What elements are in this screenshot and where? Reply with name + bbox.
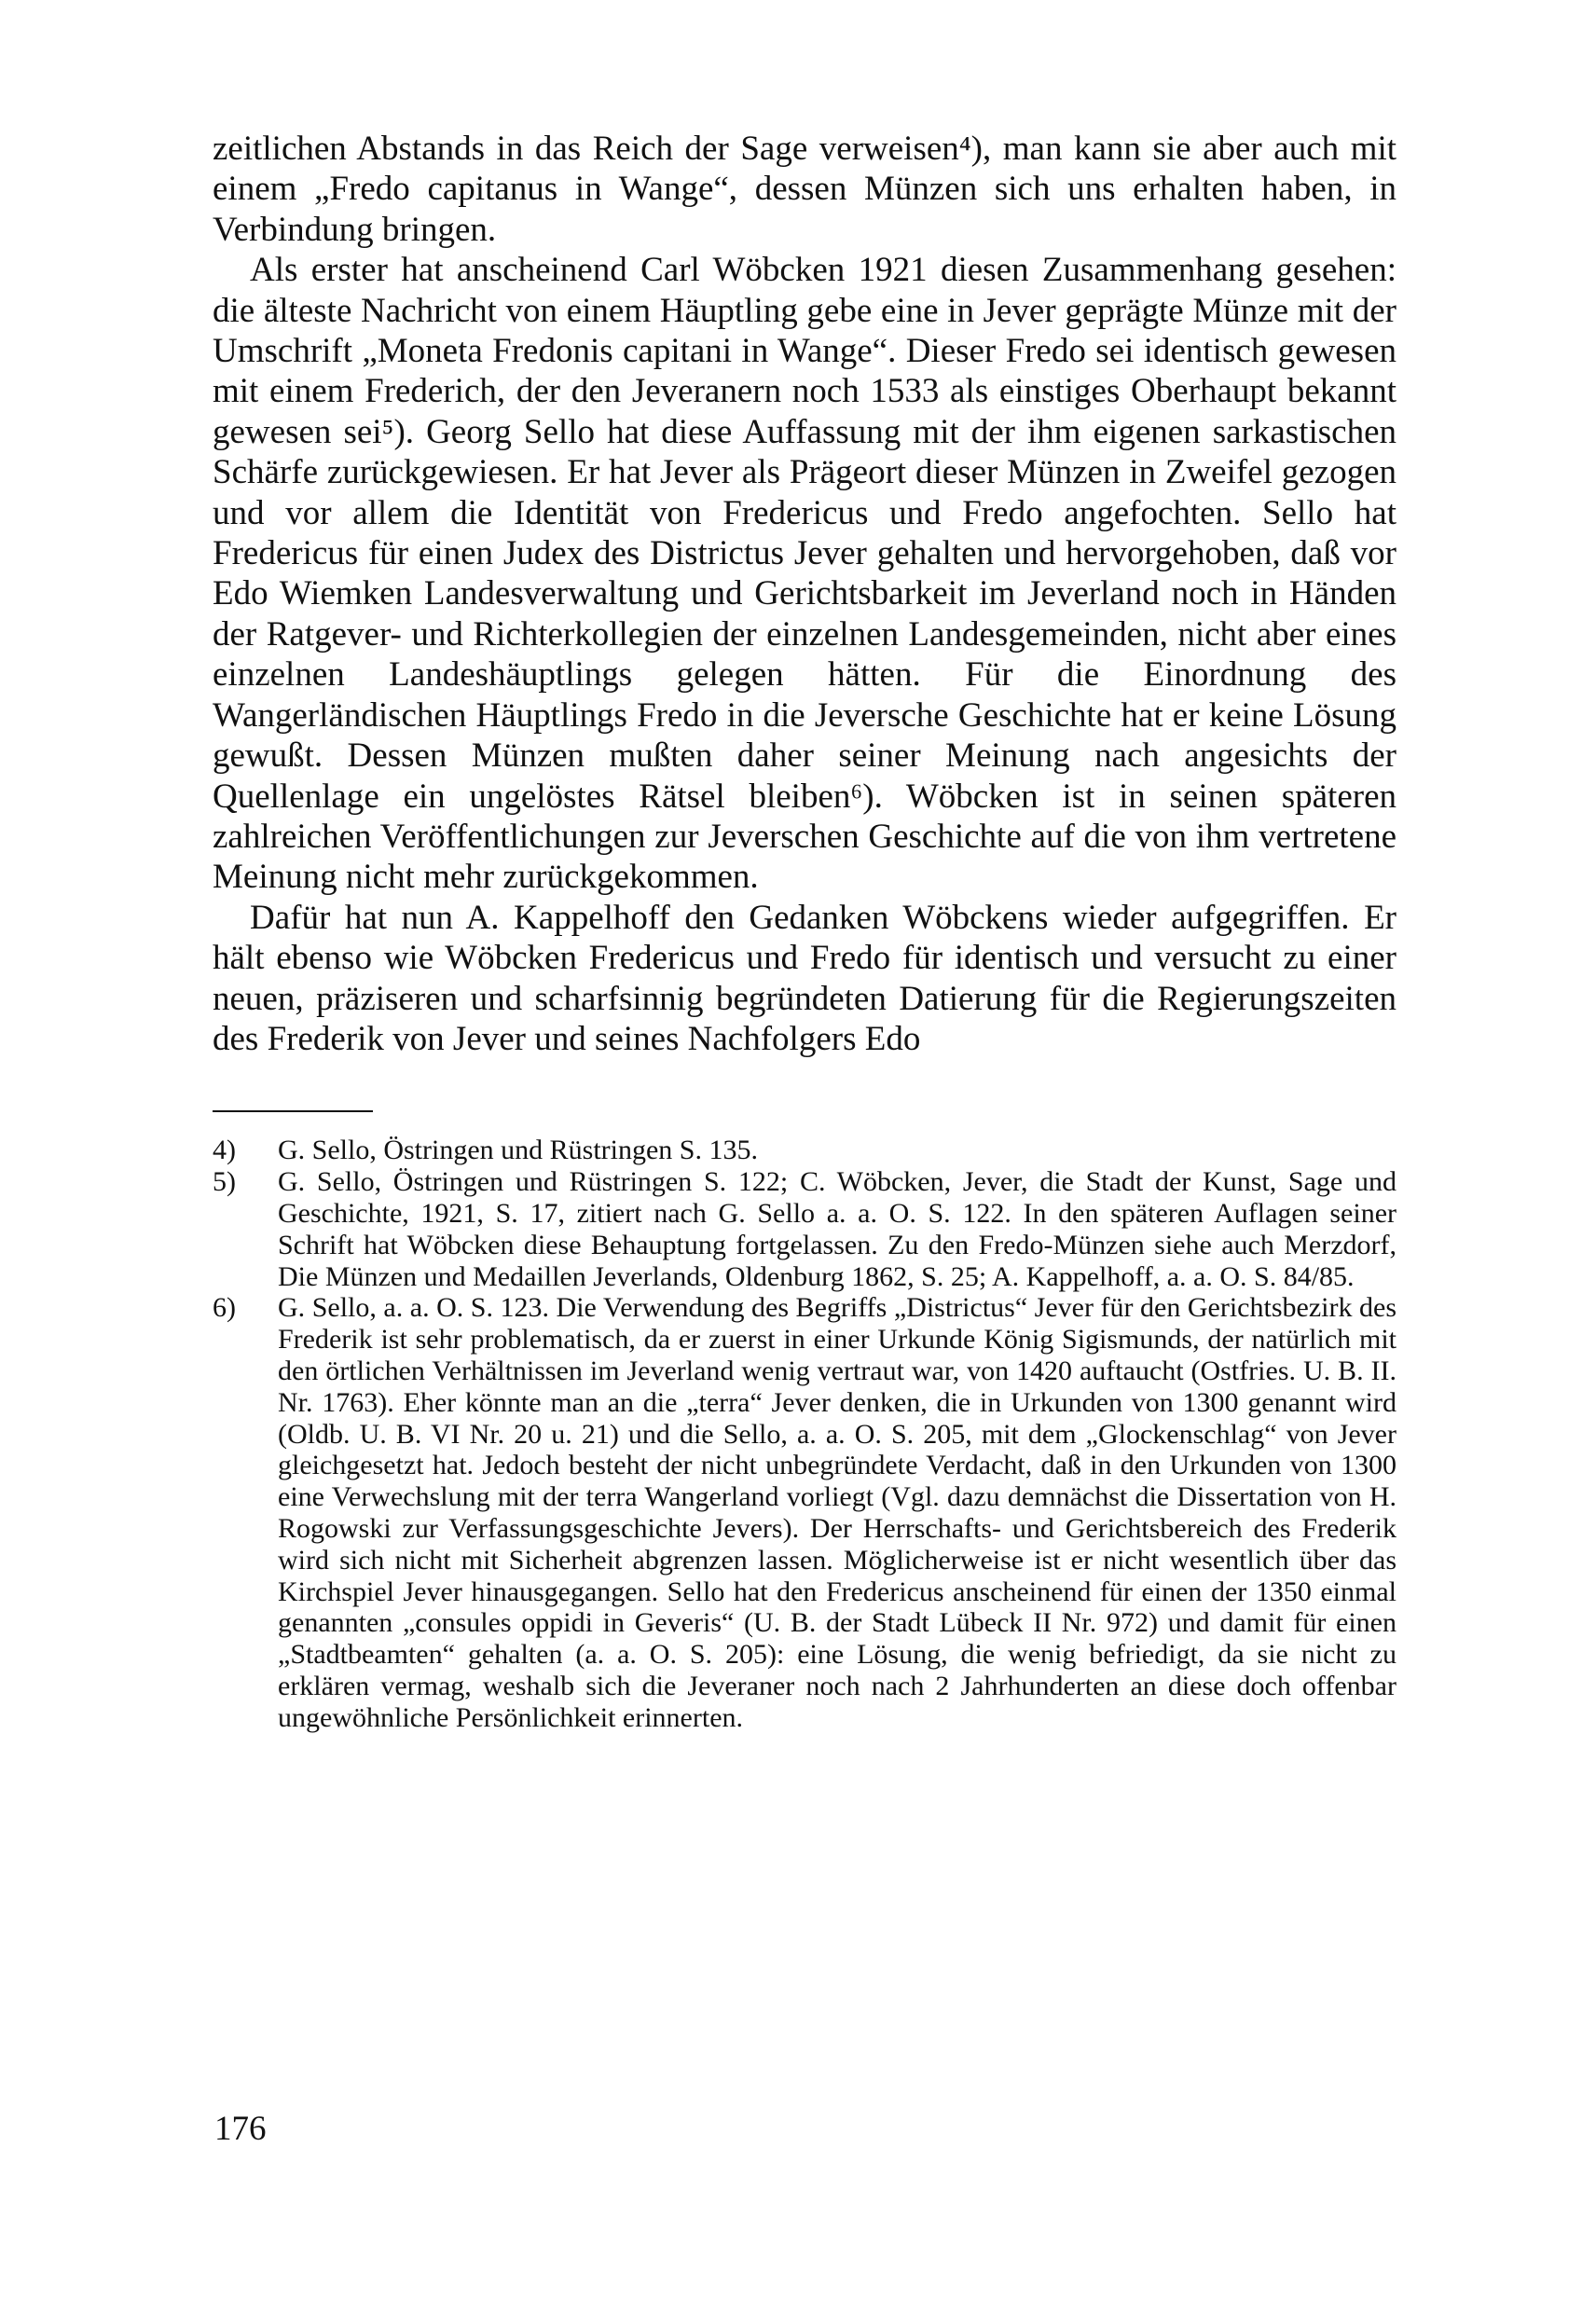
- footnotes: [213, 1135, 1396, 1733]
- footnote-6: [213, 1292, 1396, 1733]
- footnote-number: 5): [213, 1166, 236, 1198]
- footnote-text: G. Sello, a. a. O. S. 123. Die Verwendung des Begriffs „Districtus“ Jever für den Gerichtsbezirk des Frederik ist sehr problematisch, da er zuerst in einer Urkunde König Sigismunds, der natürlich mit den örtlichen Verhältnissen im Jeverland wenig vertraut war, von 1420 auftaucht (Ostfries. U. B. II. Nr. 1763). Eher könnte man an die „terra“ Jever denken, die in Urkunden von 1300 genannt wird (Oldb. U. B. VI Nr. 20 u. 21) und die Sello, a. a. O. S. 205, mit dem „Glockenschlag“ von Jever gleichgesetzt hat. Jedoch besteht der nicht unbegründete Verdacht, daß in den Urkunden von 1300 eine Verwechslung mit der terra Wangerland vorliegt (Vgl. dazu demnächst die Dissertation von H. Rogowski zur Verfassungsgeschichte Jevers). Der Herrschafts- und Gerichtsbereich des Frederik wird sich nicht mit Sicherheit abgrenzen lassen. Möglicherweise ist er nicht wesentlich über das Kirchspiel Jever hinausgegangen. Sello hat den Fredericus anscheinend für einen der 1350 einmal genannten „consules oppidi in Geveris“ (U. B. der Stadt Lübeck II Nr. 972) und damit für einen „Stadtbeamten“ gehalten (a. a. O. S. 205): eine Lösung, die wenig befriedigt, da sie nicht zu erklären vermag, weshalb sich die Jeveraner noch nach 2 Jahrhunderten an diese doch offenbar ungewöhnliche Persönlichkeit erinnerten.: [278, 1292, 1396, 1733]
- page-number: 176: [214, 2110, 267, 2148]
- body-text: [213, 129, 1396, 1059]
- paragraph-3: Dafür hat nun A. Kappelhoff den Gedanken Wöbckens wieder aufgegriffen. Er hält ebenso wie Wöbcken Fredericus und Fredo für identisch und versucht zu einer neuen, präziseren und scharfsinnig begründeten Datierung für die Regierungszeiten des Frederik von Jever und seines Nachfolgers Edo: [213, 898, 1396, 1058]
- footnote-text: G. Sello, Östringen und Rüstringen S. 135.: [278, 1135, 758, 1166]
- footnote-number: 6): [213, 1292, 236, 1324]
- paragraph-2: Als erster hat anscheinend Carl Wöbcken 1921 diesen Zusammenhang gesehen: die älteste Nachricht von einem Häuptling gebe eine in Jever geprägte Münze mit der Umschrift „Moneta Fredonis capitani in Wange“. Dieser Fredo sei identisch gewesen mit einem Frederich, der den Jeveranern noch 1533 als einstiges Oberhaupt bekannt gewesen sei⁵). Georg Sello hat diese Auffassung mit der ihm eigenen sarkastischen Schärfe zurückgewiesen. Er hat Jever als Prägeort dieser Münzen in Zweifel gezogen und vor allem die Identität von Fredericus und Fredo angefochten. Sello hat Fredericus für einen Judex des Districtus Jever gehalten und hervorgehoben, daß vor Edo Wiemken Landesverwaltung und Gerichtsbarkeit im Jeverland noch in Händen der Ratgever- und Richterkollegien der einzelnen Landesgemeinden, nicht aber eines einzelnen Landeshäuptlings gelegen hätten. Für die Einordnung des Wangerländischen Häuptlings Fredo in die Jeversche Geschichte hat er keine Lösung gewußt. Dessen Münzen mußten daher seiner Meinung nach angesichts der Quellenlage ein ungelöstes Rätsel bleiben⁶). Wöbcken ist in seinen späteren zahlreichen Veröffentlichungen zur Jeverschen Geschichte auf die von ihm vertretene Meinung nicht mehr zurückgekommen.: [213, 251, 1396, 897]
- footnote-text: G. Sello, Östringen und Rüstringen S. 122; C. Wöbcken, Jever, die Stadt der Kunst, Sage und Geschichte, 1921, S. 17, zitiert nach G. Sello a. a. O. S. 122. In den späteren Auflagen seiner Schrift hat Wöbcken diese Behauptung fortgelassen. Zu den Fredo-Münzen siehe auch Merzdorf, Die Münzen und Medaillen Jeverlands, Oldenburg 1862, S. 25; A. Kappelhoff, a. a. O. S. 84/85.: [278, 1166, 1396, 1292]
- paragraph-1: zeitlichen Abstands in das Reich der Sage verweisen⁴), man kann sie aber auch mit einem „Fredo capitanus in Wange“, dessen Münzen sich uns erhalten haben, in Verbindung bringen.: [213, 130, 1396, 249]
- footnote-separator: [213, 1110, 373, 1112]
- footnote-number: 4): [213, 1135, 236, 1166]
- footnote-4: [213, 1135, 1396, 1166]
- page-content: [213, 129, 1396, 1733]
- footnote-5: [213, 1166, 1396, 1292]
